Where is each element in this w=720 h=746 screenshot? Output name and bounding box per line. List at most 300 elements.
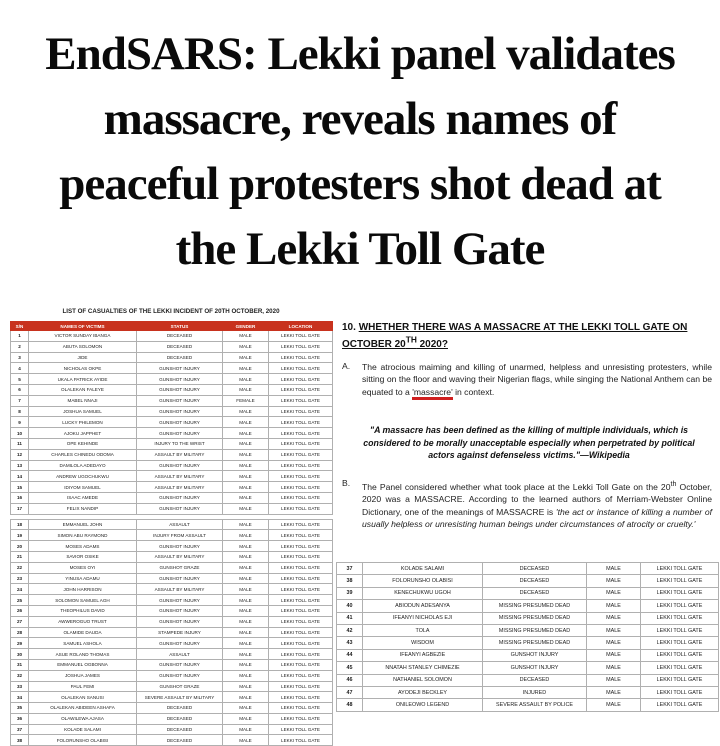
panel-report-excerpt <box>336 304 718 560</box>
cell-gender: MALE <box>223 735 269 746</box>
cell-location: LEKKI TOLL GATE <box>269 482 333 493</box>
cell-location: LEKKI TOLL GATE <box>269 713 333 724</box>
table-row <box>11 595 333 606</box>
section-sup: TH <box>405 335 417 345</box>
cell-sn: 14 <box>11 471 29 482</box>
cell-gender: MALE <box>223 471 269 482</box>
table-row <box>11 449 333 460</box>
cell-status: DECEASED <box>137 703 223 714</box>
cell-sn: 37 <box>11 724 29 735</box>
cell-location: LEKKI TOLL GATE <box>641 686 719 698</box>
cell-status: GUNSHOT GRAZE <box>137 681 223 692</box>
cell-name: JOSHUA SAMUEL <box>29 406 137 417</box>
cell-gender: MALE <box>223 341 269 352</box>
table-row <box>337 624 719 636</box>
table-row <box>11 724 333 735</box>
table-row <box>11 492 333 503</box>
cell-sn: 37 <box>337 563 363 575</box>
cell-name: NNATAH STANLEY CHIMEZIE <box>363 662 483 674</box>
cell-sn: 2 <box>11 341 29 352</box>
cell-sn: 42 <box>337 624 363 636</box>
cell-location: LEKKI TOLL GATE <box>269 460 333 471</box>
table-row <box>337 612 719 624</box>
table-row <box>11 471 333 482</box>
cell-name: YINUSA ADAMU <box>29 573 137 584</box>
table-row <box>11 530 333 541</box>
table-row <box>11 384 333 395</box>
cell-name: ASUE ROLAND THOMAS <box>29 649 137 660</box>
cell-name: SAVIOR OSIKE <box>29 551 137 562</box>
cell-sn: 24 <box>11 584 29 595</box>
cell-status: ASSAULT BY MILITARY <box>137 482 223 493</box>
cell-gender: MALE <box>223 659 269 670</box>
massacre-definition: 'the act or instance of killing a number of usually helpless or unresisting human beings under circumstances of atrocity or cruelty.' <box>362 506 713 530</box>
cell-status: GUNSHOT INJURY <box>137 605 223 616</box>
cell-location: LEKKI TOLL GATE <box>641 674 719 686</box>
cell-sn: 34 <box>11 692 29 703</box>
cell-location: LEKKI TOLL GATE <box>269 417 333 428</box>
headline-line-4: the Lekki Toll Gate <box>175 223 545 275</box>
cell-location: LEKKI TOLL GATE <box>641 575 719 587</box>
cell-status: GUNSHOT INJURY <box>137 417 223 428</box>
cell-location: LEKKI TOLL GATE <box>269 331 333 342</box>
cell-location: LEKKI TOLL GATE <box>641 649 719 661</box>
table-row <box>11 713 333 724</box>
cell-status: GUNSHOT GRAZE <box>137 562 223 573</box>
table-row <box>11 438 333 449</box>
header-sn: S/N <box>11 322 29 331</box>
cell-status: MISSING PRESUMED DEAD <box>483 600 587 612</box>
cell-gender: MALE <box>223 460 269 471</box>
table-row <box>11 573 333 584</box>
cell-gender: MALE <box>587 637 641 649</box>
cell-sn: 28 <box>11 627 29 638</box>
cell-sn: 41 <box>337 612 363 624</box>
cell-location: LEKKI TOLL GATE <box>269 638 333 649</box>
cell-sn: 44 <box>337 649 363 661</box>
cell-name: AWWEROGUO TRUST <box>29 616 137 627</box>
cell-status: DECEASED <box>137 341 223 352</box>
cell-location: LEKKI TOLL GATE <box>269 395 333 406</box>
cell-name: IFEANYI NICHOLAS EJI <box>363 612 483 624</box>
cell-status: DECEASED <box>137 713 223 724</box>
cell-location: LEKKI TOLL GATE <box>269 649 333 660</box>
table-row <box>11 395 333 406</box>
table-row <box>11 417 333 428</box>
cell-location: LEKKI TOLL GATE <box>269 724 333 735</box>
cell-name: OPE KEHINDE <box>29 438 137 449</box>
cell-name: DAMILOLA ADEDAYO <box>29 460 137 471</box>
cell-status: GUNSHOT INJURY <box>137 616 223 627</box>
para-a-text: The atrocious maiming and killing of unarmed, helpless and unresisting protesters, while sitting on the floor and waving their Nigerian flags, while singing the National Anthem can be equated to a <box>362 362 712 397</box>
cell-name: ABUTA SOLOMON <box>29 341 137 352</box>
cell-sn: 12 <box>11 449 29 460</box>
cell-location: LEKKI TOLL GATE <box>641 587 719 599</box>
cell-location: LEKKI TOLL GATE <box>641 699 719 711</box>
cell-gender: MALE <box>223 573 269 584</box>
cell-location: LEKKI TOLL GATE <box>641 624 719 636</box>
cell-status: DECEASED <box>137 331 223 342</box>
table-row <box>337 600 719 612</box>
cell-status: DECEASED <box>483 563 587 575</box>
table-row <box>11 460 333 471</box>
cell-name: WISDOM <box>363 637 483 649</box>
cell-name: ABIODUN ADESANYA <box>363 600 483 612</box>
table-row <box>11 681 333 692</box>
cell-gender: MALE <box>223 627 269 638</box>
cell-sn: 23 <box>11 573 29 584</box>
cell-gender: MALE <box>223 724 269 735</box>
cell-gender: MALE <box>223 670 269 681</box>
cell-gender: MALE <box>223 363 269 374</box>
cell-name: MOSES OYI <box>29 562 137 573</box>
cell-gender: MALE <box>587 624 641 636</box>
cell-location: LEKKI TOLL GATE <box>641 637 719 649</box>
cell-name: CHARLES CHINEDU ODOMA <box>29 449 137 460</box>
cell-name: FELIX NANDIP <box>29 503 137 514</box>
table-row <box>11 363 333 374</box>
cell-sn: 21 <box>11 551 29 562</box>
cell-gender: MALE <box>223 551 269 562</box>
cell-sn: 13 <box>11 460 29 471</box>
table-row <box>337 699 719 711</box>
cell-sn: 26 <box>11 605 29 616</box>
cell-status: GUNSHOT INJURY <box>483 662 587 674</box>
cell-sn: 35 <box>11 703 29 714</box>
cell-location: LEKKI TOLL GATE <box>641 563 719 575</box>
cell-gender: MALE <box>223 519 269 530</box>
cell-gender: MALE <box>223 331 269 342</box>
cell-name: SAMUEL ASHOLA <box>29 638 137 649</box>
cell-sn: 46 <box>337 674 363 686</box>
cell-location: LEKKI TOLL GATE <box>269 692 333 703</box>
cell-name: NATHANIEL SOLOMON <box>363 674 483 686</box>
cell-sn: 18 <box>11 519 29 530</box>
cell-name: MOSES ADAMS <box>29 541 137 552</box>
cell-name: THEOPHILUS DAVID <box>29 605 137 616</box>
cell-name: AYODEJI BECKLEY <box>363 686 483 698</box>
table-row <box>11 341 333 352</box>
cell-location: LEKKI TOLL GATE <box>269 471 333 482</box>
cell-location: LEKKI TOLL GATE <box>641 600 719 612</box>
table-row <box>11 659 333 670</box>
cell-name: JOSHUA JAMES <box>29 670 137 681</box>
cell-gender: MALE <box>587 563 641 575</box>
headline-line-2: massacre, reveals names of <box>103 93 617 145</box>
table-row <box>11 503 333 514</box>
cell-gender: MALE <box>223 692 269 703</box>
table-row <box>11 605 333 616</box>
cell-location: LEKKI TOLL GATE <box>269 670 333 681</box>
cell-location: LEKKI TOLL GATE <box>269 428 333 439</box>
cell-location: LEKKI TOLL GATE <box>269 492 333 503</box>
cell-sn: 1 <box>11 331 29 342</box>
cell-name: OLALEKAN ABIDEEN ASHAFA <box>29 703 137 714</box>
table-row <box>337 674 719 686</box>
para-a-letter: A. <box>342 361 351 371</box>
table-row <box>11 551 333 562</box>
cell-sn: 15 <box>11 482 29 493</box>
table-row <box>11 584 333 595</box>
cell-gender: MALE <box>587 600 641 612</box>
cell-name: SOLOMON SAMUEL AGH <box>29 595 137 606</box>
cell-name: UKALA PATRICK AYIDE <box>29 374 137 385</box>
cell-gender: MALE <box>223 482 269 493</box>
section-number: 10. <box>342 322 356 333</box>
para-a <box>362 361 712 398</box>
cell-name: TOLA <box>363 624 483 636</box>
para-b-text-2: October, 2020 was a MASSACRE. According to the learned authors of Merriam-Webster Online Dictionary, one of the meanings of MASSACRE is <box>362 481 712 517</box>
cell-sn: 27 <box>11 616 29 627</box>
table-row <box>11 649 333 660</box>
cell-gender: MALE <box>587 662 641 674</box>
cell-gender: MALE <box>223 417 269 428</box>
table-row <box>11 735 333 746</box>
table-row <box>337 563 719 575</box>
cell-status: GUNSHOT INJURY <box>137 374 223 385</box>
cell-location: LEKKI TOLL GATE <box>269 530 333 541</box>
cell-sn: 22 <box>11 562 29 573</box>
cell-sn: 10 <box>11 428 29 439</box>
cell-sn: 47 <box>337 686 363 698</box>
headline-line-3: peaceful protesters shot dead at <box>59 158 661 210</box>
table-row <box>11 352 333 363</box>
cell-status: ASSAULT <box>137 649 223 660</box>
cell-location: LEKKI TOLL GATE <box>269 584 333 595</box>
table-row <box>11 562 333 573</box>
para-a-end: in context. <box>452 386 495 397</box>
cell-status: GUNSHOT INJURY <box>137 395 223 406</box>
cell-location: LEKKI TOLL GATE <box>641 612 719 624</box>
cell-status: GUNSHOT INJURY <box>137 492 223 503</box>
cell-location: LEKKI TOLL GATE <box>641 662 719 674</box>
cell-gender: MALE <box>223 438 269 449</box>
cell-gender: MALE <box>223 352 269 363</box>
cell-name: OLAWILEWA AJASA <box>29 713 137 724</box>
cell-name: JOHN HARRISON <box>29 584 137 595</box>
massacre-highlight: 'massacre' <box>412 387 453 400</box>
cell-gender: MALE <box>223 649 269 660</box>
cell-gender: MALE <box>223 541 269 552</box>
cell-sn: 39 <box>337 587 363 599</box>
cell-location: LEKKI TOLL GATE <box>269 659 333 670</box>
table-row <box>337 587 719 599</box>
cell-status: INJURY TO THE WRIST <box>137 438 223 449</box>
cell-gender: MALE <box>587 674 641 686</box>
cell-status: GUNSHOT INJURY <box>137 406 223 417</box>
cell-gender: MALE <box>587 575 641 587</box>
cell-status: GUNSHOT INJURY <box>137 384 223 395</box>
cell-sn: 32 <box>11 670 29 681</box>
table-row <box>11 406 333 417</box>
casualty-table <box>10 321 333 746</box>
table-row <box>337 649 719 661</box>
para-b-sup: th <box>670 480 677 488</box>
cell-name: IFEANYI AGBEZIE <box>363 649 483 661</box>
table-row <box>337 686 719 698</box>
cell-name: OLAMIDE DAUDA <box>29 627 137 638</box>
cell-sn: 7 <box>11 395 29 406</box>
cell-sn: 45 <box>337 662 363 674</box>
cell-location: LEKKI TOLL GATE <box>269 519 333 530</box>
cell-name: MABEL NNAJI <box>29 395 137 406</box>
cell-sn: 25 <box>11 595 29 606</box>
cell-status: SEVERE ASSAULT BY POLICE <box>483 699 587 711</box>
cell-status: INJURY FROM ASSAULT <box>137 530 223 541</box>
cell-location: LEKKI TOLL GATE <box>269 384 333 395</box>
cell-status: DECEASED <box>483 575 587 587</box>
header-status: STATUS <box>137 322 223 331</box>
cell-name: ONILEOWO LEGEND <box>363 699 483 711</box>
table-row <box>337 637 719 649</box>
cell-status: ASSAULT BY MILITARY <box>137 584 223 595</box>
casualty-list-title: LIST OF CASUALTIES OF THE LEKKI INCIDENT OF 20TH OCTOBER, 2020 <box>62 308 280 315</box>
cell-name: FOLORUNSHO OLABISI <box>29 735 137 746</box>
cell-name: EMMANUEL OGBONNA <box>29 659 137 670</box>
cell-status: GUNSHOT INJURY <box>137 638 223 649</box>
cell-status: ASSAULT <box>137 519 223 530</box>
cell-gender: MALE <box>223 616 269 627</box>
cell-name: ISAAC AMEDE <box>29 492 137 503</box>
cell-name: SIMON ABU RAYMOND <box>29 530 137 541</box>
cell-gender: MALE <box>223 562 269 573</box>
cell-status: DECEASED <box>137 724 223 735</box>
table-row <box>11 703 333 714</box>
cell-status: SEVERE ASSAULT BY MILITARY <box>137 692 223 703</box>
cell-status: GUNSHOT INJURY <box>137 460 223 471</box>
table-row <box>337 662 719 674</box>
cell-gender: MALE <box>223 384 269 395</box>
cell-status: GUNSHOT INJURY <box>137 659 223 670</box>
cell-gender: MALE <box>587 699 641 711</box>
cell-status: GUNSHOT INJURY <box>137 670 223 681</box>
cell-location: LEKKI TOLL GATE <box>269 406 333 417</box>
cell-status: MISSING PRESUMED DEAD <box>483 637 587 649</box>
cell-location: LEKKI TOLL GATE <box>269 341 333 352</box>
casualty-table-continued <box>336 562 719 712</box>
cell-sn: 36 <box>11 713 29 724</box>
cell-gender: MALE <box>223 374 269 385</box>
cell-name: LUCKY PHILEMON <box>29 417 137 428</box>
table-row <box>11 541 333 552</box>
cell-sn: 11 <box>11 438 29 449</box>
cell-sn: 38 <box>337 575 363 587</box>
cell-gender: MALE <box>223 530 269 541</box>
cell-gender: MALE <box>587 649 641 661</box>
cell-status: GUNSHOT INJURY <box>137 363 223 374</box>
cell-name: KOLADE SALAMI <box>29 724 137 735</box>
cell-location: LEKKI TOLL GATE <box>269 438 333 449</box>
table-row <box>11 482 333 493</box>
cell-name: IDIYOM SAMUEL <box>29 482 137 493</box>
cell-status: ASSAULT BY MILITARY <box>137 449 223 460</box>
cell-status: INJURED <box>483 686 587 698</box>
cell-name: JIDE <box>29 352 137 363</box>
casualty-list-document <box>8 304 334 743</box>
cell-gender: MALE <box>223 681 269 692</box>
wikipedia-quote: "A massacre has been defined as the killing of multiple individuals, which is considered to be morally unacceptable especially when perpetrated by political actors against defenseless victims."—Wikipedia <box>363 425 695 461</box>
cell-location: LEKKI TOLL GATE <box>269 735 333 746</box>
cell-gender: MALE <box>223 713 269 724</box>
cell-gender: MALE <box>587 612 641 624</box>
cell-location: LEKKI TOLL GATE <box>269 449 333 460</box>
cell-name: PAUL FEMI <box>29 681 137 692</box>
header-names: NAMES OF VICTIMS <box>29 322 137 331</box>
cell-sn: 17 <box>11 503 29 514</box>
cell-gender: MALE <box>223 492 269 503</box>
cell-name: ANDREW UGOCHUKWU <box>29 471 137 482</box>
cell-gender: MALE <box>223 503 269 514</box>
cell-status: GUNSHOT INJURY <box>137 503 223 514</box>
para-b <box>362 478 712 530</box>
cell-gender: MALE <box>587 686 641 698</box>
cell-name: NICHOLAS OKPE <box>29 363 137 374</box>
cell-sn: 43 <box>337 637 363 649</box>
section-title: WHETHER THERE WAS A MASSACRE AT THE LEKKI TOLL GATE ON OCTOBER 20 <box>342 322 688 351</box>
cell-name: KENECHUKWU UGOH <box>363 587 483 599</box>
cell-gender: MALE <box>223 428 269 439</box>
cell-location: LEKKI TOLL GATE <box>269 352 333 363</box>
cell-sn: 9 <box>11 417 29 428</box>
headline <box>0 22 720 282</box>
cell-sn: 8 <box>11 406 29 417</box>
cell-sn: 5 <box>11 374 29 385</box>
cell-sn: 40 <box>337 600 363 612</box>
cell-location: LEKKI TOLL GATE <box>269 374 333 385</box>
cell-name: AJOKU JAPPHET <box>29 428 137 439</box>
cell-status: ASSAULT BY MILITARY <box>137 551 223 562</box>
table-row <box>11 670 333 681</box>
cell-location: LEKKI TOLL GATE <box>269 681 333 692</box>
table-row <box>11 692 333 703</box>
cell-name: VICTOR SUNDAY IBANGA <box>29 331 137 342</box>
cell-sn: 31 <box>11 659 29 670</box>
cell-gender: MALE <box>223 703 269 714</box>
cell-status: MISSING PRESUMED DEAD <box>483 612 587 624</box>
cell-name: EMMANUEL JOHN <box>29 519 137 530</box>
para-b-text-1: The Panel considered whether what took place at the Lekki Toll Gate on the 20 <box>362 481 671 492</box>
cell-sn: 4 <box>11 363 29 374</box>
cell-status: GUNSHOT INJURY <box>483 649 587 661</box>
cell-location: LEKKI TOLL GATE <box>269 503 333 514</box>
cell-status: MISSING PRESUMED DEAD <box>483 624 587 636</box>
table-row <box>11 331 333 342</box>
cell-status: DECEASED <box>483 674 587 686</box>
cell-location: LEKKI TOLL GATE <box>269 703 333 714</box>
table-row <box>337 575 719 587</box>
cell-sn: 48 <box>337 699 363 711</box>
cell-name: OLALEKAN FALEYE <box>29 384 137 395</box>
cell-location: LEKKI TOLL GATE <box>269 551 333 562</box>
cell-gender: MALE <box>223 605 269 616</box>
para-b-letter: B. <box>342 478 351 488</box>
cell-sn: 30 <box>11 649 29 660</box>
cell-sn: 19 <box>11 530 29 541</box>
cell-gender: FEMALE <box>223 395 269 406</box>
cell-sn: 33 <box>11 681 29 692</box>
cell-status: DECEASED <box>137 352 223 363</box>
cell-location: LEKKI TOLL GATE <box>269 562 333 573</box>
header-location: LOCATION <box>269 322 333 331</box>
cell-sn: 29 <box>11 638 29 649</box>
section-end: 2020? <box>416 339 448 351</box>
cell-name: OLALEKAN SANUSI <box>29 692 137 703</box>
cell-status: GUNSHOT INJURY <box>137 428 223 439</box>
cell-gender: MALE <box>223 638 269 649</box>
table-row <box>11 374 333 385</box>
table-row <box>11 428 333 439</box>
cell-sn: 38 <box>11 735 29 746</box>
